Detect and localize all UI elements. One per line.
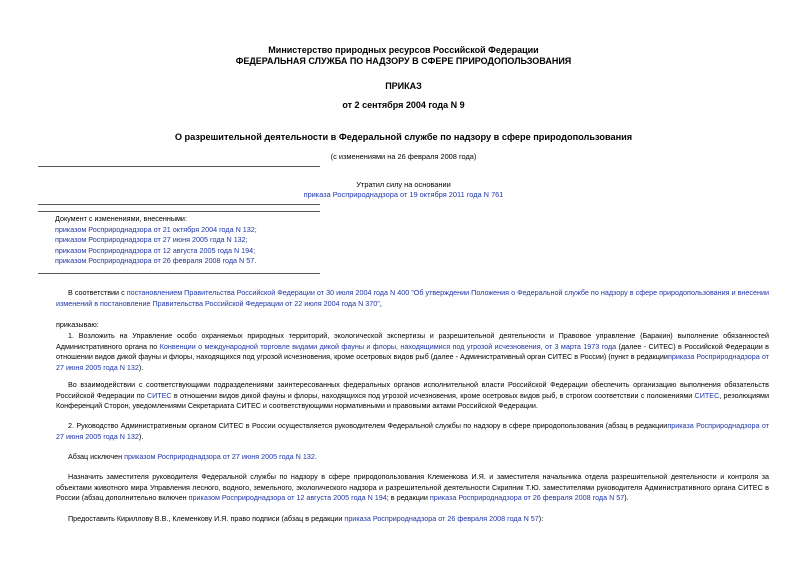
text-run: Во взаимодействии с соответствующими подразделениями заинтересованных федеральных органов исполнительной власти Российской Федерации обеспечить организацию выполнения обязательств Российской Федерации по — [56, 380, 769, 400]
text-run: , — [379, 298, 382, 308]
lost-force-link[interactable]: приказа Росприроднадзора от 19 октября 2011 года N 761 — [303, 190, 504, 199]
text-run: 1. Возложить на Управление особо охраняемых природных территорий, экологической экспертизы и разрешительной деятельности и Правовое управление (Баракин) выполнение обязанностей Административного органа по — [56, 331, 769, 351]
text-run: ). — [138, 431, 144, 441]
change-link[interactable]: приказом Росприроднадзора от 12 августа 2005 года N 194; — [55, 245, 256, 255]
lost-force-link-line — [0, 190, 807, 200]
change-link[interactable]: приказом Росприроднадзора от 27 июня 2005 года N 132; — [55, 235, 248, 244]
order-link[interactable]: приказом Росприроднадзора от 12 августа 2005 года N 194 — [188, 493, 387, 502]
changes-heading: Документ с изменениями, внесенными: — [55, 214, 187, 223]
cites-link[interactable]: СИТЕС — [694, 390, 720, 400]
text-run: . — [314, 452, 317, 461]
text-run: В соответствии с — [68, 288, 127, 297]
amended-note: (с изменениями на 26 февраля 2008 года) — [330, 152, 477, 161]
divider — [38, 166, 320, 167]
convention-link[interactable]: Конвенции о международной торговле видами дикой фауны и флоры, находящимися под угрозой исчезновения, от 3 марта 1973 года — [159, 341, 617, 351]
order-link[interactable]: приказа Росприроднадзора от 27 июня 2005 года N 132 — [56, 352, 769, 372]
text-run: в отношении видов дикой фауны и флоры, находящихся под угрозой исчезновения, кроме осетровых видов рыб, в строгом соответствии с положениями — [171, 390, 695, 400]
order-link[interactable]: приказом Росприроднадзора от 27 июня 2005 года N 132 — [124, 452, 315, 461]
paragraph-appoint — [56, 472, 769, 504]
text-run: Предоставить Кириллову В.В., Клеменкову И.Я. право подписи (абзац в редакции — [68, 514, 345, 523]
paragraph-cooperation — [56, 380, 769, 412]
paragraph-basis — [56, 288, 769, 309]
doc-type-heading: ПРИКАЗ — [385, 81, 422, 91]
text-run: ). — [138, 362, 144, 372]
text-run: , резолюциями Конференций Сторон, уведомлениями Секретариата СИТЕС и соответствующими нормативными и правовыми актами Российской Федерации. — [56, 390, 770, 410]
doc-date-heading: от 2 сентября 2004 года N 9 — [342, 100, 465, 110]
change-link[interactable]: приказом Росприроднадзора от 26 февраля 2008 года N 57. — [55, 256, 257, 265]
text-run: 2. Руководство Административным органом СИТЕС в России осуществляется руководителем Федеральной службы по надзору в сфере природопользования (абзац в редакции — [68, 421, 668, 430]
order-link[interactable]: приказа Росприроднадзора от 27 июня 2005 года N 132 — [56, 421, 769, 441]
paragraph-2 — [56, 421, 769, 442]
order-link[interactable]: приказа Росприроднадзора от 26 февраля 2008 года N 57 — [344, 514, 539, 523]
text-run: (далее - СИТЕС) в Российской Федерации в отношении видов дикой фауны и флоры, находящихся под угрозой исчезновения, кроме осетровых видов рыб (далее - Административный орган СИТЕС в России) (пункт в редакции — [56, 341, 769, 361]
lost-force-text: Утратил силу на основании — [356, 180, 451, 189]
change-link[interactable]: приказом Росприроднадзора от 21 октября 2004 года N 132; — [55, 224, 257, 234]
paragraph-excluded — [56, 452, 769, 463]
paragraph-signature — [56, 514, 769, 525]
document-title: О разрешительной деятельности в Федеральной службе по надзору в сфере природопользования — [174, 132, 633, 142]
order-link[interactable]: приказа Росприроднадзора от 26 февраля 2008 года N 57 — [429, 493, 625, 502]
changes-list — [55, 214, 355, 267]
divider — [38, 211, 320, 212]
paragraph-1 — [56, 331, 769, 373]
divider — [38, 273, 320, 274]
text-run: ). — [624, 493, 629, 502]
text-run: ; в редакции — [386, 493, 430, 502]
divider — [38, 204, 320, 205]
decree-link[interactable]: постановлением Правительства Российской Федерации от 30 июля 2004 года N 400 "Об утверждении Положения о Федеральной службе по надзору в сфере природопользования и внесении изменений в постановление Правительства Российской Федерации от 22 июля 2004 года N 370" — [56, 288, 769, 308]
service-heading: ФЕДЕРАЛЬНАЯ СЛУЖБА ПО НАДЗОРУ В СФЕРЕ ПРИРОДОПОЛЬЗОВАНИЯ — [235, 56, 572, 66]
paragraph-order: приказываю: — [56, 320, 99, 329]
text-run: Назначить заместителя руководителя Федеральной службы по надзору в сфере природопользования Клеменкова И.Я. и заместителя начальника отдела разрешительной деятельности и контроля за объектами животного мира Управления лесного, водного, земельного, экологического надзора и разрешительной деятельности Скрипник Т.Ю. заместителями руководителя Административного органа СИТЕС в России (абзац дополнительно включен — [56, 472, 769, 502]
text-run: Абзац исключен — [68, 452, 125, 461]
ministry-heading: Министерство природных ресурсов Российской Федерации — [268, 45, 539, 55]
text-run: ): — [538, 514, 544, 523]
cites-link[interactable]: СИТЕС — [146, 390, 172, 400]
